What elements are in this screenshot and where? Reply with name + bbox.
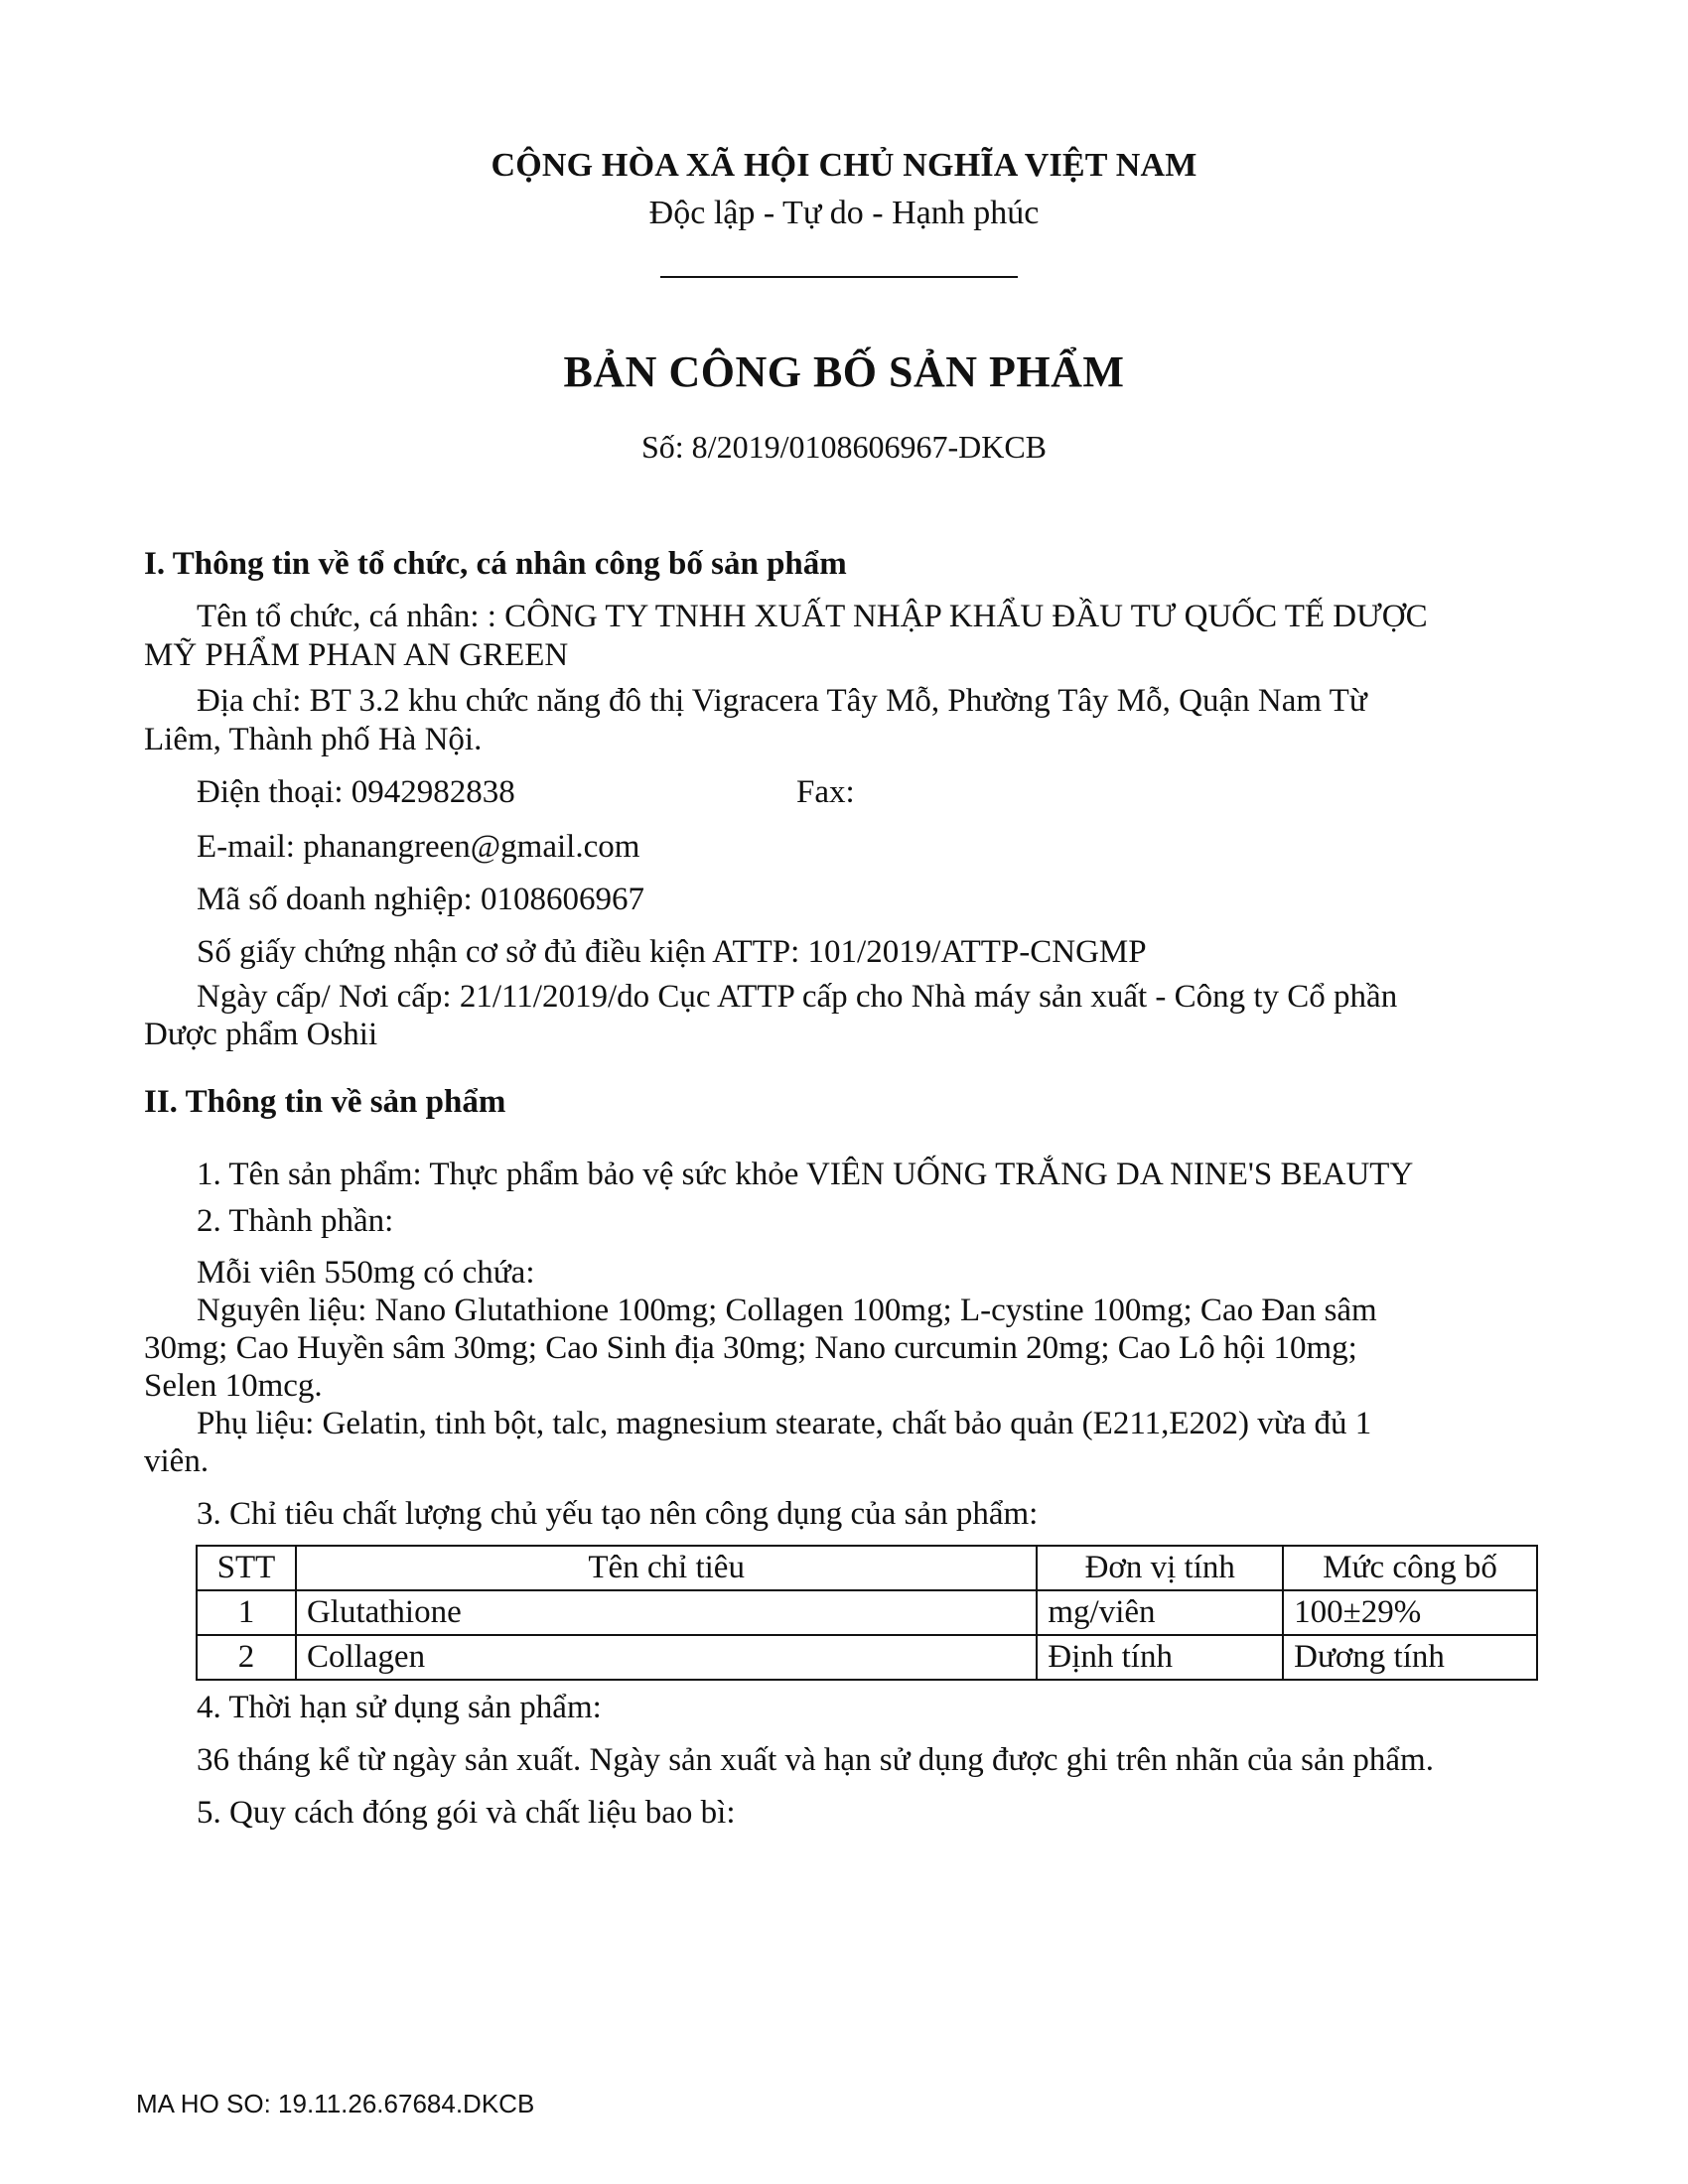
issued-info-line-1: Ngày cấp/ Nơi cấp: 21/11/2019/do Cục ATTP cấp cho Nhà máy sản xuất - Công ty Cổ phần — [197, 979, 1398, 1015]
table-row — [197, 1590, 1537, 1635]
section-1-heading: I. Thông tin về tổ chức, cá nhân công bố sản phẩm — [144, 546, 847, 582]
ingredients-line-1: Nguyên liệu: Nano Glutathione 100mg; Collagen 100mg; L-cystine 100mg; Cao Đan sâm — [197, 1293, 1377, 1328]
quality-criteria-table — [196, 1545, 1538, 1681]
per-tablet-note: Mỗi viên 550mg có chứa: — [197, 1255, 535, 1291]
cell-declared-level: 100±29% — [1283, 1590, 1537, 1635]
header-divider — [660, 276, 1018, 278]
email-address: E-mail: phanangreen@gmail.com — [197, 829, 640, 865]
cell-stt: 2 — [197, 1635, 296, 1680]
issued-info-line-2: Dược phẩm Oshii — [144, 1017, 378, 1052]
nation-header: CỘNG HÒA XÃ HỘI CHỦ NGHĨA VIỆT NAM — [491, 147, 1197, 184]
phone-number: Điện thoại: 0942982838 — [197, 774, 515, 810]
dossier-code: MA HO SO: 19.11.26.67684.DKCB — [136, 2089, 535, 2118]
shelf-life-text: 36 tháng kể từ ngày sản xuất. Ngày sản xuất và hạn sử dụng được ghi trên nhãn của sản phẩm. — [197, 1742, 1434, 1778]
quality-criteria-label: 3. Chỉ tiêu chất lượng chủ yếu tạo nên công dụng của sản phẩm: — [197, 1496, 1039, 1532]
cell-stt: 1 — [197, 1590, 296, 1635]
org-name-line-2: MỸ PHẨM PHAN AN GREEN — [144, 637, 569, 673]
section-2-heading: II. Thông tin về sản phẩm — [144, 1084, 506, 1120]
tax-code: Mã số doanh nghiệp: 0108606967 — [197, 882, 644, 917]
cell-unit: mg/viên — [1037, 1590, 1283, 1635]
cell-declared-level: Dương tính — [1283, 1635, 1537, 1680]
product-name: 1. Tên sản phẩm: Thực phẩm bảo vệ sức khỏe VIÊN UỐNG TRẮNG DA NINE'S BEAUTY — [197, 1157, 1414, 1192]
table-header-row — [197, 1546, 1537, 1590]
address-line-2: Liêm, Thành phố Hà Nội. — [144, 722, 483, 757]
shelf-life-label: 4. Thời hạn sử dụng sản phẩm: — [197, 1690, 602, 1725]
document-number: Số: 8/2019/0108606967-DKCB — [640, 429, 1048, 465]
header-unit: Đơn vị tính — [1037, 1546, 1283, 1590]
composition-label: 2. Thành phần: — [197, 1203, 394, 1239]
address-line-1: Địa chỉ: BT 3.2 khu chức năng đô thị Vigracera Tây Mỗ, Phường Tây Mỗ, Quận Nam Từ — [197, 683, 1367, 719]
table-row — [197, 1635, 1537, 1680]
ingredients-line-2: 30mg; Cao Huyền sâm 30mg; Cao Sinh địa 30mg; Nano curcumin 20mg; Cao Lô hội 10mg; — [144, 1330, 1357, 1366]
packaging-label: 5. Quy cách đóng gói và chất liệu bao bì: — [197, 1795, 736, 1831]
cell-criterion: Glutathione — [296, 1590, 1037, 1635]
excipients-line-2: viên. — [144, 1443, 210, 1479]
header-declared-level: Mức công bố — [1283, 1546, 1537, 1590]
fax-number: Fax: — [796, 774, 855, 810]
header-stt: STT — [197, 1546, 296, 1590]
document-title: BẢN CÔNG BỐ SẢN PHẨM — [563, 347, 1125, 396]
ingredients-line-3: Selen 10mcg. — [144, 1368, 323, 1404]
national-motto: Độc lập - Tự do - Hạnh phúc — [648, 195, 1040, 231]
cell-criterion: Collagen — [296, 1635, 1037, 1680]
cell-unit: Định tính — [1037, 1635, 1283, 1680]
header-criterion: Tên chỉ tiêu — [296, 1546, 1037, 1590]
food-safety-certificate: Số giấy chứng nhận cơ sở đủ điều kiện ATTP: 101/2019/ATTP-CNGMP — [197, 934, 1147, 970]
org-name-line-1: Tên tổ chức, cá nhân: : CÔNG TY TNHH XUẤT NHẬP KHẨU ĐẦU TƯ QUỐC TẾ DƯỢC — [197, 599, 1428, 634]
excipients-line-1: Phụ liệu: Gelatin, tinh bột, talc, magnesium stearate, chất bảo quản (E211,E202) vừa đủ 1 — [197, 1406, 1372, 1441]
